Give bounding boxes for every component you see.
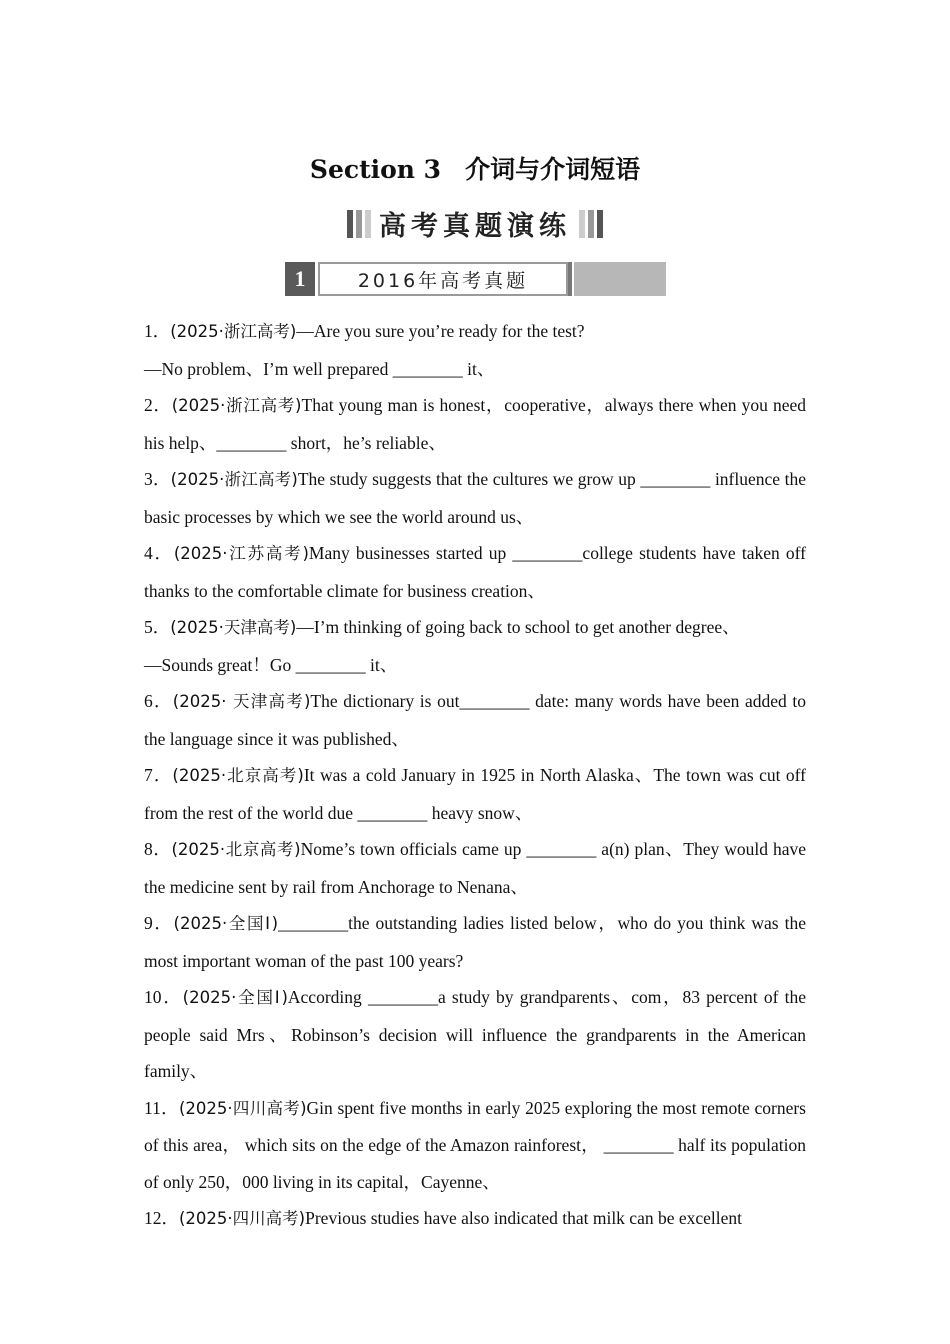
question-10: 10．(2025·全国Ⅰ)According ________a study by grandparents、com，83 percent of the people said Mrs、Robinson’s decision will influence the grandparents in the American family、 [144, 987, 807, 1081]
question-8: 8．(2025·北京高考)Nome’s town officials came up ________ a(n) plan、They would have the medicine sent by rail from Anchorage to Nenana、 [144, 839, 806, 897]
banner-title: 高考真题演练 [379, 211, 571, 242]
question-source: (2025·全国Ⅰ) [182, 988, 288, 1007]
subsection-label: 2016年高考真题 [318, 262, 568, 296]
subsection-header [285, 262, 666, 296]
question-11: 11．(2025·四川高考)Gin spent five months in early 2025 exploring the most remote corners of this area， which sits on the edge of the Amazon rainforest， ________ half its population of only 250，000 living in its capital，Cayenne、 [144, 1097, 806, 1192]
question-7: 7．(2025·北京高考)It was a cold January in 1925 in North Alaska、The town was cut off from the rest of the world due ________ heavy snow、 [144, 765, 807, 823]
exam-banner [0, 204, 950, 243]
question-source: (2025·天津高考) [170, 618, 297, 637]
question-9: 9．(2025·全国Ⅰ)________the outstanding ladies listed below，who do you think was the most important woman of the past 100 years? [144, 913, 806, 971]
question-source: (2025·江苏高考) [173, 544, 309, 563]
banner-left-decoration [347, 210, 371, 238]
banner-right-decoration [579, 210, 603, 238]
section-topic: 介词与介词短语 [465, 155, 641, 184]
section-number: Section 3 [309, 155, 442, 184]
subsection-number: 1 [285, 262, 315, 296]
subsection-divider [568, 262, 572, 296]
question-6: 6．(2025· 天津高考)The dictionary is out________ date: many words have been added to the language since it was published、 [144, 691, 806, 749]
question-5: 5．(2025·天津高考)—I’m thinking of going back to school to get another degree、 —Sounds great！Go ________ it、 [144, 617, 740, 675]
question-12: 12．(2025·四川高考)Previous studies have also indicated that milk can be excellent [144, 1208, 743, 1228]
question-source: (2025· 天津高考) [172, 692, 311, 711]
question-list [144, 313, 806, 1238]
question-source: (2025·浙江高考) [170, 470, 298, 489]
question-4: 4．(2025·江苏高考)Many businesses started up ________college students have taken off thanks to the comfortable climate for business creation、 [144, 543, 806, 601]
question-source: (2025·全国Ⅰ) [173, 914, 279, 933]
question-source: (2025·浙江高考) [170, 322, 297, 341]
question-source: (2025·北京高考) [171, 840, 301, 859]
question-source: (2025·浙江高考) [171, 396, 302, 415]
question-source: (2025·四川高考) [179, 1209, 306, 1228]
page-title [0, 150, 950, 186]
question-3: 3．(2025·浙江高考)The study suggests that the cultures we grow up ________ influence the basic processes by which we see the world around us、 [144, 469, 807, 527]
question-source: (2025·北京高考) [172, 766, 304, 785]
question-1: 1．(2025·浙江高考)—Are you sure you’re ready for the test? —No problem、I’m well prepared ________ it、 [144, 321, 585, 379]
subsection-fill [574, 262, 666, 296]
question-source: (2025·四川高考) [178, 1098, 307, 1118]
question-2: 2．(2025·浙江高考)That young man is honest，cooperative，always there when you need his help、________ short，he’s reliable、 [144, 395, 806, 453]
